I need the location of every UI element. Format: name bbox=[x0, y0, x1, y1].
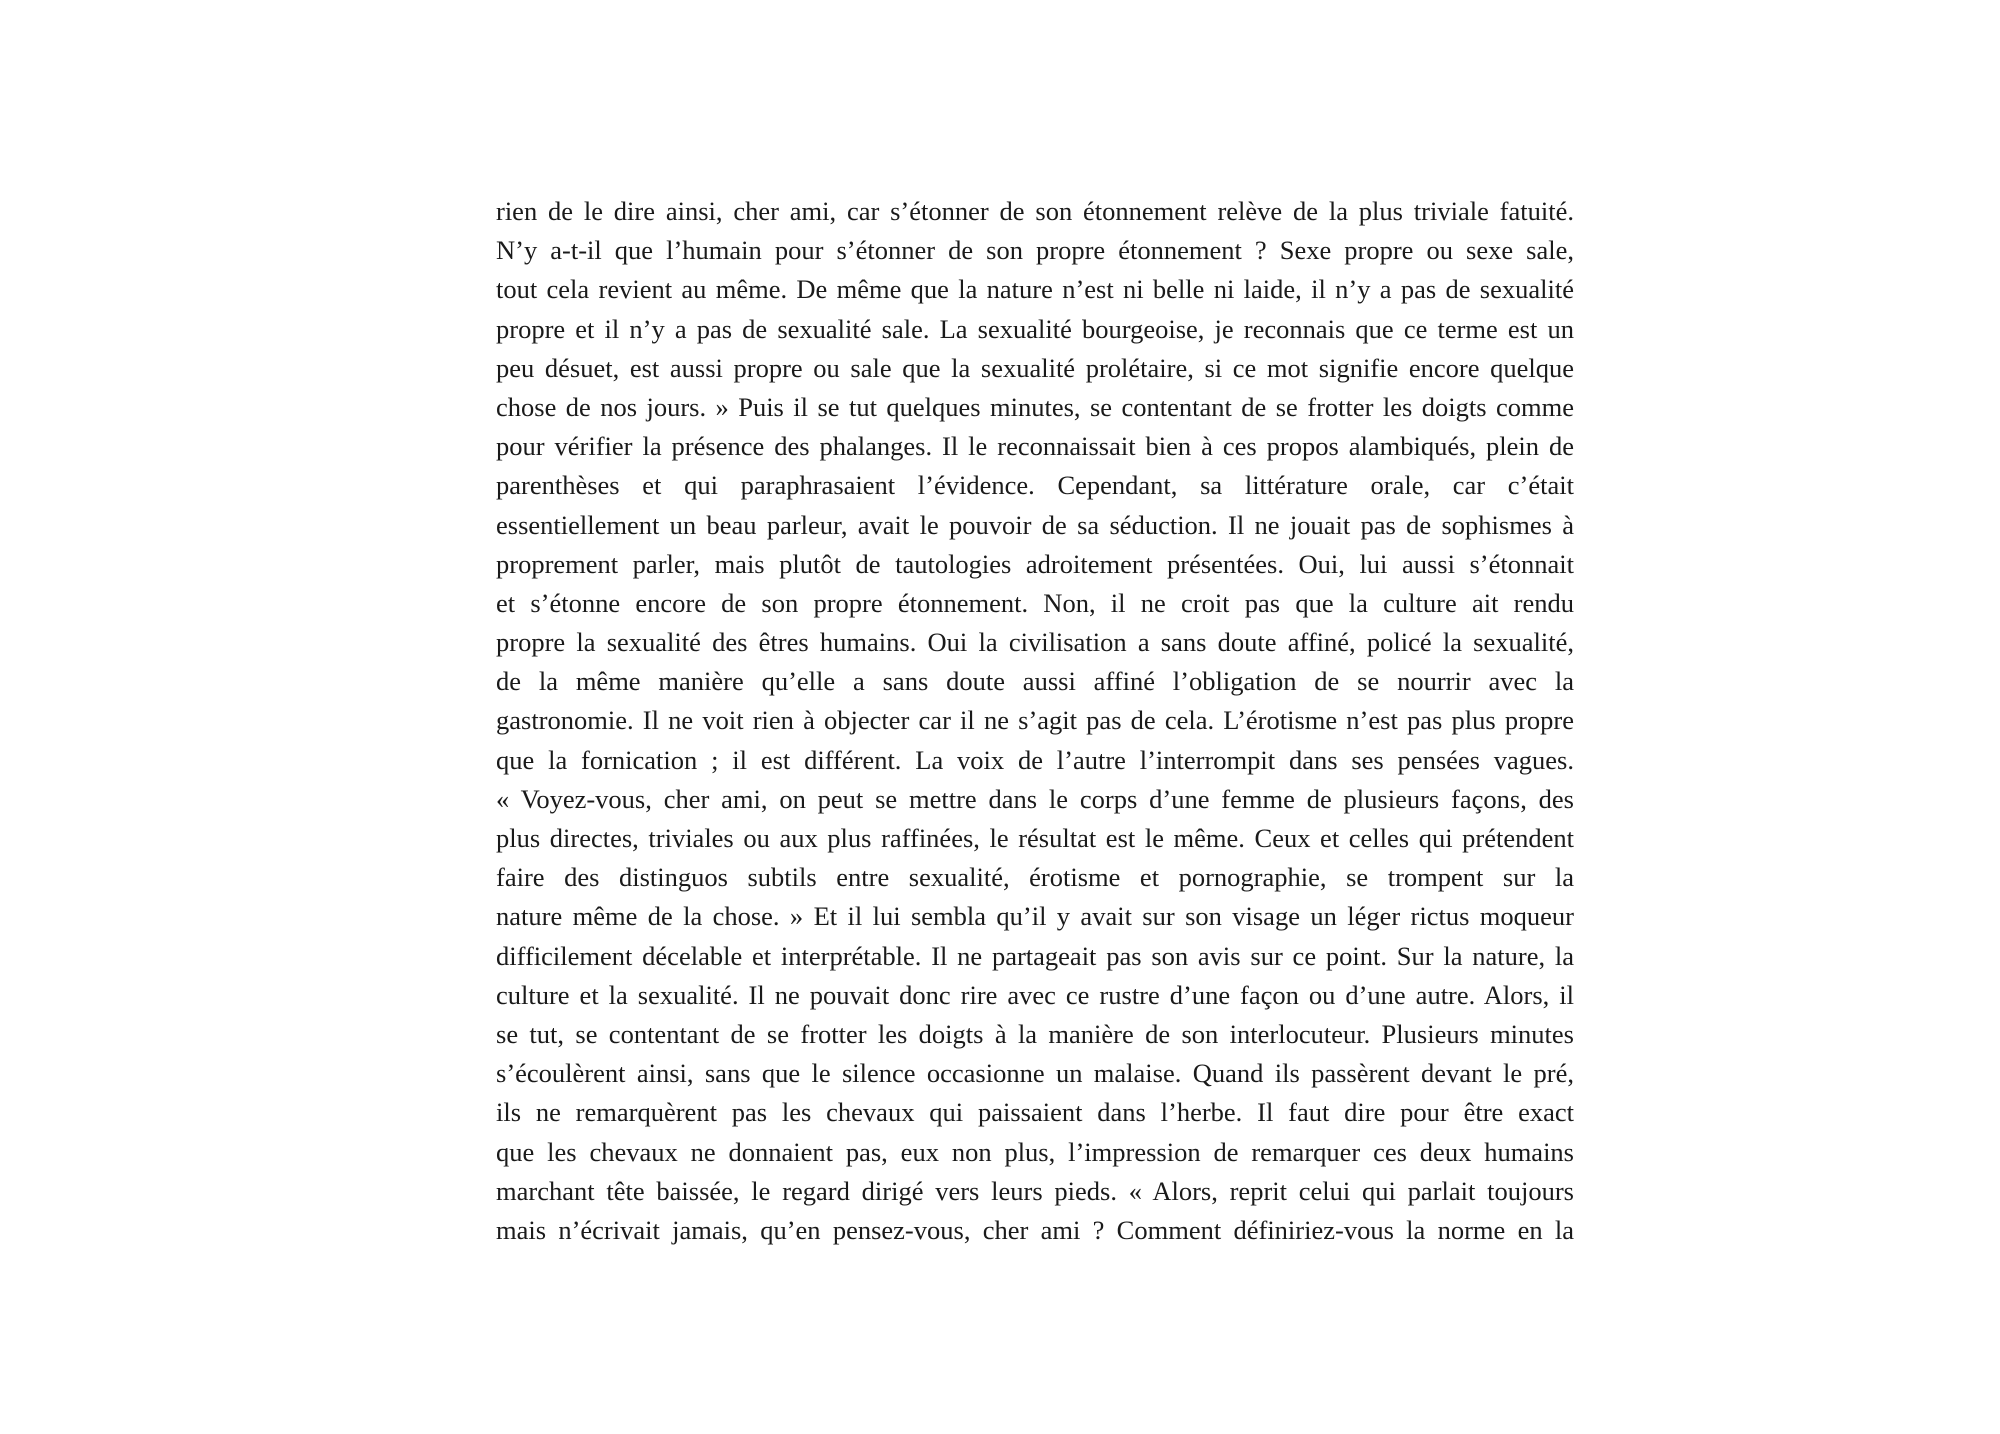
text-line: faire des distinguos subtils entre sexualité, érotisme et pornographie, se trompent sur la bbox=[496, 862, 1574, 893]
text-line: nature même de la chose. » Et il lui sembla qu’il y avait sur son visage un léger rictus moqueur bbox=[496, 901, 1574, 932]
text-line: proprement parler, mais plutôt de tautologies adroitement présentées. Oui, lui aussi s’étonnait bbox=[496, 548, 1574, 579]
text-line: propre la sexualité des êtres humains. Oui la civilisation a sans doute affiné, policé la sexualité, bbox=[496, 627, 1574, 658]
text-line: plus directes, triviales ou aux plus raffinées, le résultat est le même. Ceux et celles qui prétendent bbox=[496, 823, 1574, 853]
text-line: essentiellement un beau parleur, avait le pouvoir de sa séduction. Il ne jouait pas de sophismes à bbox=[496, 509, 1574, 540]
text-line: « Voyez-vous, cher ami, on peut se mettre dans le corps d’une femme de plusieurs façons, des bbox=[496, 783, 1574, 814]
text-line: rien de le dire ainsi, cher ami, car s’étonner de son étonnement relève de la plus triviale fatuité. bbox=[496, 196, 1574, 226]
text-line: culture et la sexualité. Il ne pouvait donc rire avec ce rustre d’une façon ou d’une autre. Alors, il bbox=[496, 979, 1574, 1010]
body-text bbox=[496, 192, 1574, 1250]
text-line: de la même manière qu’elle a sans doute aussi affiné l’obligation de se nourrir avec la bbox=[496, 666, 1574, 697]
text-line: parenthèses et qui paraphrasaient l’évidence. Cependant, sa littérature orale, car c’était bbox=[496, 470, 1574, 501]
text-line: ils ne remarquèrent pas les chevaux qui paissaient dans l’herbe. Il faut dire pour être exact bbox=[496, 1097, 1574, 1128]
text-line: difficilement décelable et interprétable. Il ne partageait pas son avis sur ce point. Sur la nature, la bbox=[496, 940, 1574, 971]
text-line: pour vérifier la présence des phalanges. Il le reconnaissait bien à ces propos alambiqués, plein de bbox=[496, 431, 1574, 462]
text-line: propre et il n’y a pas de sexualité sale. La sexualité bourgeoise, je reconnais que ce terme est un bbox=[496, 313, 1574, 344]
text-line: peu désuet, est aussi propre ou sale que la sexualité prolétaire, si ce mot signifie encore quelque bbox=[496, 352, 1574, 383]
text-line: que la fornication ; il est différent. La voix de l’autre l’interrompit dans ses pensées vagues. bbox=[496, 744, 1574, 775]
text-line: que les chevaux ne donnaient pas, eux non plus, l’impression de remarquer ces deux humains bbox=[496, 1136, 1574, 1167]
text-line: mais n’écrivait jamais, qu’en pensez-vous, cher ami ? Comment définiriez-vous la norme en la bbox=[496, 1214, 1574, 1245]
text-line: chose de nos jours. » Puis il se tut quelques minutes, se contentant de se frotter les doigts comme bbox=[496, 391, 1574, 422]
text-line: s’écoulèrent ainsi, sans que le silence occasionne un malaise. Quand ils passèrent devant le pré, bbox=[496, 1058, 1574, 1089]
text-line: marchant tête baissée, le regard dirigé vers leurs pieds. « Alors, reprit celui qui parlait toujours bbox=[496, 1175, 1574, 1206]
text-line: se tut, se contentant de se frotter les doigts à la manière de son interlocuteur. Plusieurs minutes bbox=[496, 1018, 1574, 1049]
text-line: et s’étonne encore de son propre étonnement. Non, il ne croit pas que la culture ait rendu bbox=[496, 587, 1574, 618]
text-line: tout cela revient au même. De même que la nature n’est ni belle ni laide, il n’y a pas de sexualité bbox=[496, 274, 1574, 305]
text-line: N’y a-t-il que l’humain pour s’étonner de son propre étonnement ? Sexe propre ou sexe sale, bbox=[496, 235, 1574, 266]
text-line: gastronomie. Il ne voit rien à objecter car il ne s’agit pas de cela. L’érotisme n’est pas plus propre bbox=[496, 705, 1574, 736]
